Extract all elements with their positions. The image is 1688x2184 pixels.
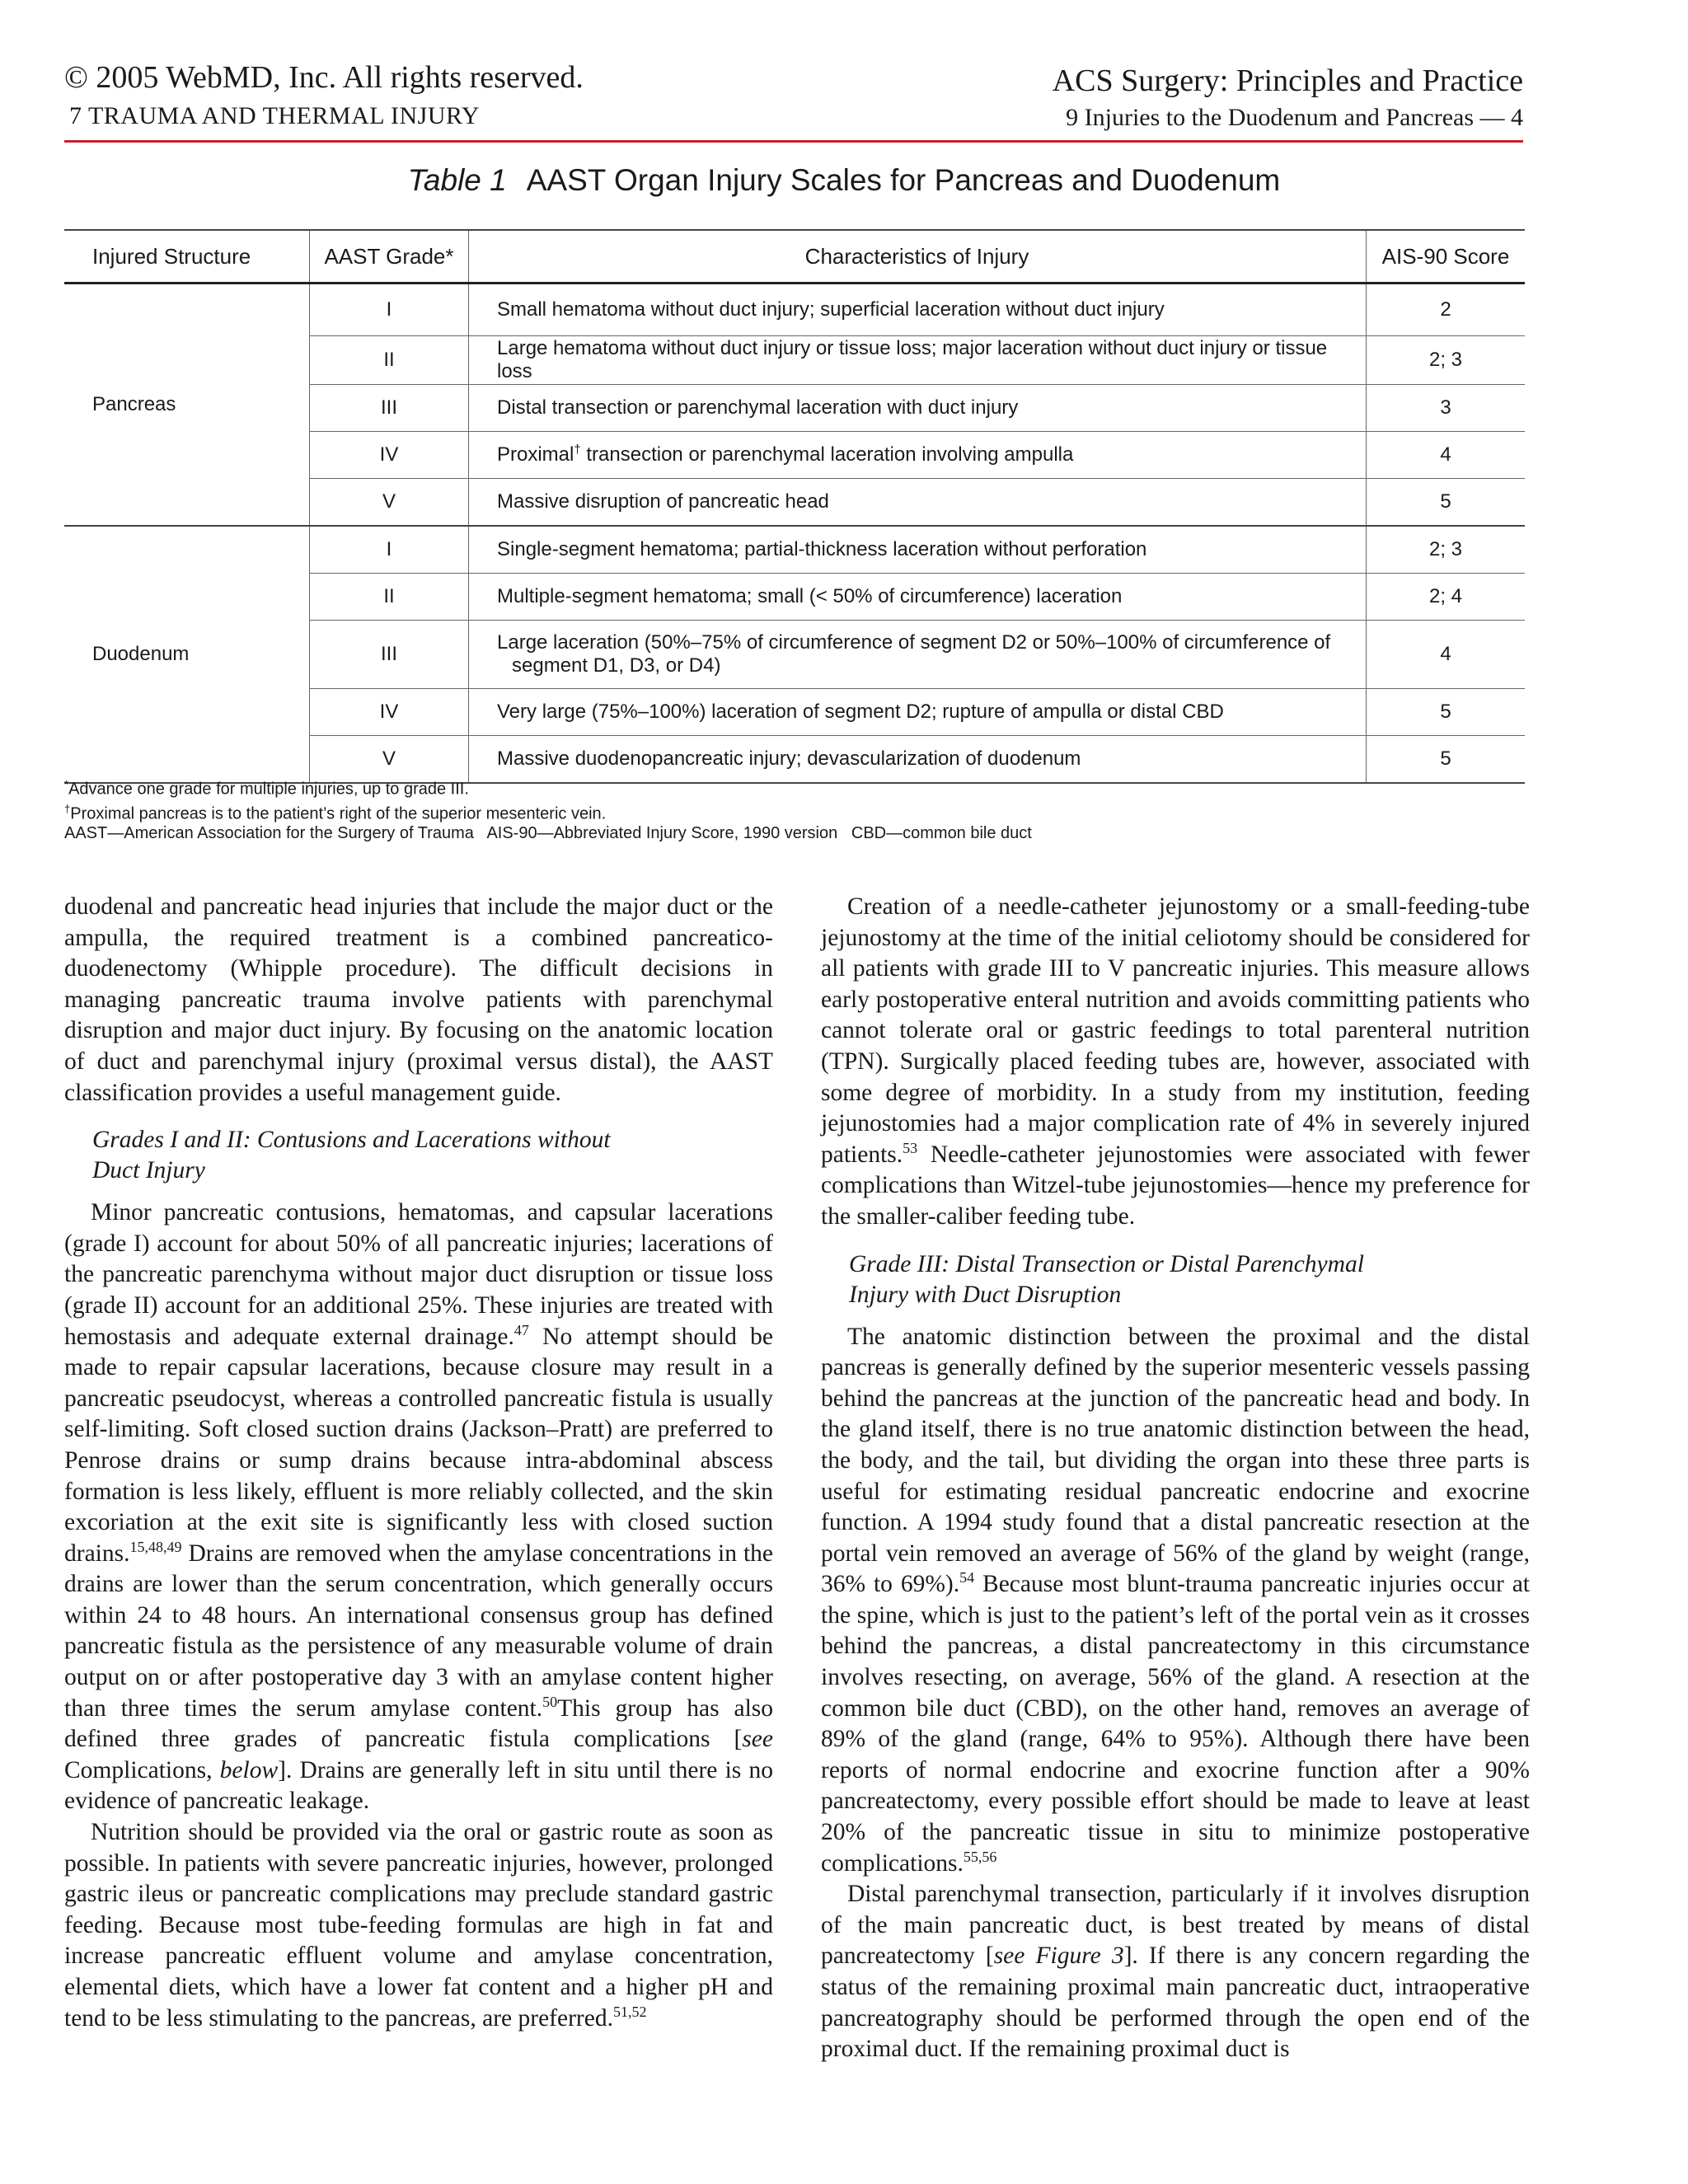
score-cell: 4 [1367, 432, 1526, 479]
score-cell: 2 [1367, 284, 1526, 336]
table-header-row [64, 230, 1525, 284]
grade-cell: III [310, 621, 469, 689]
citation: 15,48,49 [129, 1538, 182, 1555]
score-cell: 5 [1367, 689, 1526, 736]
section-title: 7 TRAUMA AND THERMAL INJURY [69, 102, 480, 129]
col-header-score: AIS-90 Score [1367, 230, 1526, 284]
grade-cell: IV [310, 689, 469, 736]
score-cell: 4 [1367, 621, 1526, 689]
citation: 55,56 [963, 1848, 997, 1865]
copyright-notice: © 2005 WebMD, Inc. All rights reserved. [64, 60, 584, 95]
footnote-mark: * [64, 778, 69, 790]
paragraph: Nutrition should be provided via the oral or gastric route as soon as possible. In patients with severe pancreatic injuries, however, prolonged gastric ileus or pancreatic complications may preclude standard gastric feeding. Because most tube-feeding formulas are high in fat and increase pancreatic effluent volume and amylase concentration, elemental diets, which have a lower fat content and a higher pH and tend to be less stimulating to the pancreas, are preferred.$^{51,52}$ [64, 1819, 773, 2032]
dagger-mark: † [574, 443, 581, 457]
characteristics-cell: Small hematoma without duct injury; superficial laceration without duct injury [469, 284, 1367, 336]
characteristics-cell [469, 621, 1367, 689]
characteristics-cell: Very large (75%–100%) laceration of segment D2; rupture of ampulla or distal CBD [469, 689, 1367, 736]
paragraph: Creation of a needle-catheter jejunostomy or a small-feeding-tube jejunostomy at the time of the initial celiotomy should be considered for all patients with grade III to V pancreatic injuries. This measure allows early postoperative enteral nutrition and avoids committing patients who cannot tolerate oral or gastric feedings to total parenteral nutrition (TPN). Surgically placed feeding tubes are, however, associated with some degree of morbidity. In a study from my institution, feeding jejunostomies had a major complication rate of 4% in severely injured patients.$^{53}$ Needle-catheter jejunostomies were associated with fewer complications than Witzel-tube jejunostomies—hence my preference for the smaller-caliber feeding tube. [821, 893, 1530, 1230]
desc-text: Large laceration (50%–75% of circumference of segment D2 or 50%–100% of circumference of [497, 631, 1331, 654]
score-cell: 2; 4 [1367, 574, 1526, 621]
col-header-structure: Injured Structure [64, 230, 310, 284]
col-header-characteristics: Characteristics of Injury [469, 230, 1367, 284]
footnote-text: Proximal pancreas is to the patient’s right of the superior mesenteric vein. [70, 804, 607, 823]
chapter-title: 9 Injuries to the Duodenum and Pancreas — 4 [1066, 104, 1523, 131]
figure-reference: see Figure 3 [993, 1943, 1124, 1970]
structure-duodenum: Duodenum [64, 526, 310, 783]
table-title: AAST Organ Injury Scales for Pancreas and Duodenum [526, 163, 1281, 197]
book-title: ACS Surgery: Principles and Practice [1052, 63, 1523, 98]
subheading-line: Injury with Duct Disruption [849, 1281, 1122, 1308]
desc-text: Proximal [497, 443, 574, 466]
grade-cell: II [310, 336, 469, 385]
characteristics-cell: Massive disruption of pancreatic head [469, 479, 1367, 527]
left-column [64, 892, 773, 2034]
subheading-line: Grades I and II: Contusions and Lacerations without [92, 1127, 611, 1154]
paragraph: Minor pancreatic contusions, hematomas, and capsular lacerations (grade I) account for about 50% of all pancreatic injuries; lacerations of the pancreatic parenchyma without major duct disruption or tissue loss (grade II) account for an additional 25%. These injuries are treated with hemostasis and adequate external drainage.$^{47}$ No attempt should be made to repair capsular lacerations, because closure may result in a pancreatic pseudocyst, whereas a controlled pancreatic fistula is usually self-limiting. Soft closed suction drains (Jackson–Pratt) are preferred to Penrose drains or sump drains because intra-abdominal abscess formation is less likely, effluent is more reliably collected, and the skin excoriation at the exit site is significantly less with closed suction drains.$^{15,48,49}$ Drains are removed when the amylase concentrations in the drains are lower than the serum concentration, which generally occurs within 24 to 48 hours. An international consensus group has defined pancreatic fistula as the persistence of any measurable volume of drain output on or after postoperative day 3 with an amylase content higher than three times the serum amylase content.$^{50}$This group has also defined three grades of pancreatic fistula complications [see Complications, below]. Drains are generally left in situ until there is no evidence of pancreatic leakage. [64, 1199, 774, 1815]
footnote [64, 799, 1523, 824]
paragraph: The anatomic distinction between the proximal and the distal pancreas is generally defined by the superior mesenteric vessels passing behind the pancreas at the junction of the pancreatic head and body. In the gland itself, there is no true anatomic distinction between the head, the body, and the tail, but dividing the organ into these three parts is useful for estimating residual pancreatic endocrine and exocrine function. A 1994 study found that a distal pancreatic resection at the portal vein removed an average of 56% of the gland by weight (range, 36% to 69%).$^{54}$ Because most blunt-trauma pancreatic injuries occur at the spine, which is just to the patient’s left of the portal vein as it crosses behind the pancreas, a distal pancreatectomy in this circumstance involves resecting, on average, 56% of the gland. A resection at the common bile duct (CBD), on the other hand, removes an average of 89% of the gland (range, 64% to 95%). Although there have been reports of normal endocrine and exocrine function after a 90% pancreatectomy, every possible effort should be made to leave at least 20% of the pancreatic tissue in situ to minimize postoperative complications.$^{55,56}$ [821, 1323, 1530, 1877]
table-row [64, 526, 1525, 574]
footnote-mark: † [64, 802, 71, 815]
paragraph: Distal parenchymal transection, particularly if it involves disruption of the main pancreatic duct, is best treated by means of distal pancreatectomy [see Figure 3]. If there is any concern regarding the status of the remaining proximal main pancreatic duct, intraoperative pancreatography should be performed through the open end of the proximal duct. If the remaining proximal duct is [821, 1881, 1531, 2063]
grade-cell: V [310, 479, 469, 527]
desc-text: segment D1, D3, or D4) [512, 654, 721, 677]
subheading-line: Duct Injury [92, 1157, 205, 1184]
subheading [849, 1249, 1530, 1310]
characteristics-cell: Large hematoma without duct injury or tissue loss; major laceration without duct injury or tissue loss [469, 336, 1367, 385]
table-label: Table 1 [407, 163, 507, 197]
abbreviations: AAST—American Association for the Surgery of Trauma AIS-90—Abbreviated Injury Score, 1990 version CBD—common bile duct [64, 824, 1032, 843]
footnote [64, 775, 1523, 799]
citation: 47 [513, 1321, 529, 1338]
page-header [64, 59, 1523, 142]
characteristics-cell: Massive duodenopancreatic injury; devascularization of duodenum [469, 736, 1367, 784]
structure-pancreas: Pancreas [64, 284, 310, 527]
citation: 50 [542, 1693, 558, 1710]
injury-scale-table [64, 229, 1525, 784]
desc-text: transection or parenchymal laceration involving ampulla [580, 443, 1074, 466]
subheading [92, 1125, 773, 1186]
table-row [64, 284, 1525, 336]
characteristics-cell: Multiple-segment hematoma; small (< 50% of circumference) laceration [469, 574, 1367, 621]
characteristics-cell: Distal transection or parenchymal laceration with duct injury [469, 385, 1367, 432]
subheading-line: Grade III: Distal Transection or Distal Parenchymal [849, 1250, 1364, 1277]
score-cell: 5 [1367, 479, 1526, 527]
citation: 54 [959, 1569, 975, 1586]
grade-cell: IV [310, 432, 469, 479]
right-column [821, 892, 1530, 2065]
characteristics-cell: Single-segment hematoma; partial-thickness laceration without perforation [469, 526, 1367, 574]
table-footnotes [64, 775, 1523, 843]
table-caption [0, 163, 1688, 198]
citation: 53 [903, 1139, 918, 1156]
score-cell: 2; 3 [1367, 336, 1526, 385]
score-cell: 2; 3 [1367, 526, 1526, 574]
grade-cell: II [310, 574, 469, 621]
header-rule [64, 140, 1523, 143]
citation: 51,52 [612, 2003, 647, 2020]
grade-cell: V [310, 736, 469, 784]
grade-cell: III [310, 385, 469, 432]
footnote-text: Advance one grade for multiple injuries, up to grade III. [68, 780, 469, 799]
score-cell: 3 [1367, 385, 1526, 432]
grade-cell: I [310, 526, 469, 574]
paragraph: duodenal and pancreatic head injuries that include the major duct or the ampulla, the required treatment is a combined pancreatico-duodenectomy (Whipple procedure). The difficult decisions in managing pancreatic trauma involve patients with parenchymal disruption and major duct injury. By focusing on the anatomic location of duct and parenchymal injury (proximal versus distal), the AAST classification provides a useful management guide. [64, 893, 773, 1106]
col-header-grade: AAST Grade* [310, 230, 469, 284]
score-cell: 5 [1367, 736, 1526, 784]
grade-cell: I [310, 284, 469, 336]
characteristics-cell [469, 432, 1367, 479]
